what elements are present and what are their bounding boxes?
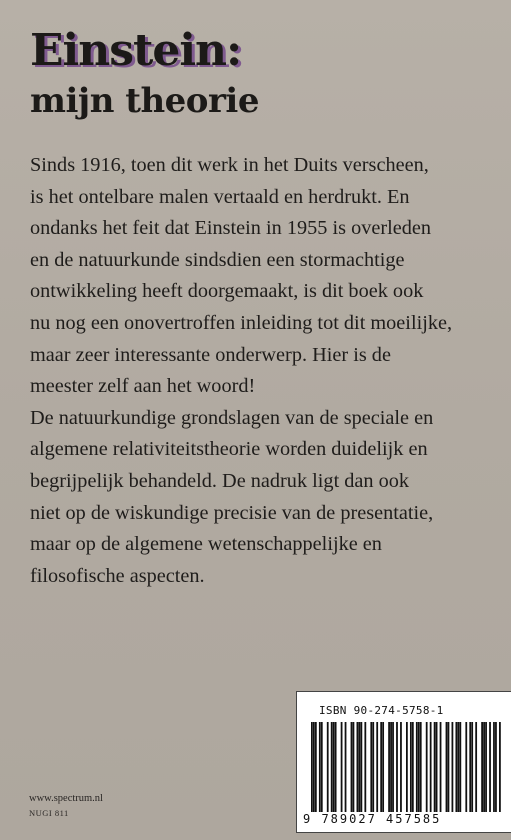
blurb-line: meester zelf aan het woord! bbox=[30, 375, 256, 398]
barcode-image bbox=[311, 722, 501, 812]
barcode-panel bbox=[296, 691, 511, 833]
isbn-label: ISBN 90-274-5758-1 bbox=[319, 704, 444, 717]
blurb-line: Sinds 1916, toen dit werk in het Duits verscheen, bbox=[30, 154, 429, 176]
blurb-line: maar op de algemene wetenschappelijke en bbox=[30, 533, 382, 556]
barcode-digits: 9 789027 457585 bbox=[303, 812, 442, 826]
book-title: Einstein: bbox=[30, 25, 242, 76]
blurb-line: filosofische aspecten. bbox=[30, 564, 205, 587]
blurb-line: algemene relativiteitstheorie worden duidelijk en bbox=[30, 438, 428, 461]
blurb-line: en de natuurkunde sindsdien een stormachtige bbox=[30, 248, 405, 271]
blurb-line: nu nog een onovertroffen inleiding tot dit moeilijke, bbox=[30, 311, 453, 334]
blurb-line: begrijpelijk behandeld. De nadruk ligt dan ook bbox=[30, 469, 410, 492]
blurb-line: De natuurkundige grondslagen van de speciale en bbox=[30, 406, 434, 429]
blurb-line: maar zeer interessante onderwerp. Hier is de bbox=[30, 343, 391, 366]
book-subtitle: mijn theorie bbox=[30, 81, 259, 121]
nugi-code: NUGI 811 bbox=[29, 808, 69, 818]
blurb-line: ontwikkeling heeft doorgemaakt, is dit boek ook bbox=[30, 280, 424, 303]
blurb-text bbox=[30, 150, 510, 592]
blurb-line: ondanks het feit dat Einstein in 1955 is overleden bbox=[30, 217, 432, 240]
publisher-website: www.spectrum.nl bbox=[29, 793, 103, 804]
blurb-line: niet op de wiskundige precisie van de presentatie, bbox=[30, 501, 434, 524]
blurb-line: is het ontelbare malen vertaald en herdrukt. En bbox=[30, 185, 410, 208]
